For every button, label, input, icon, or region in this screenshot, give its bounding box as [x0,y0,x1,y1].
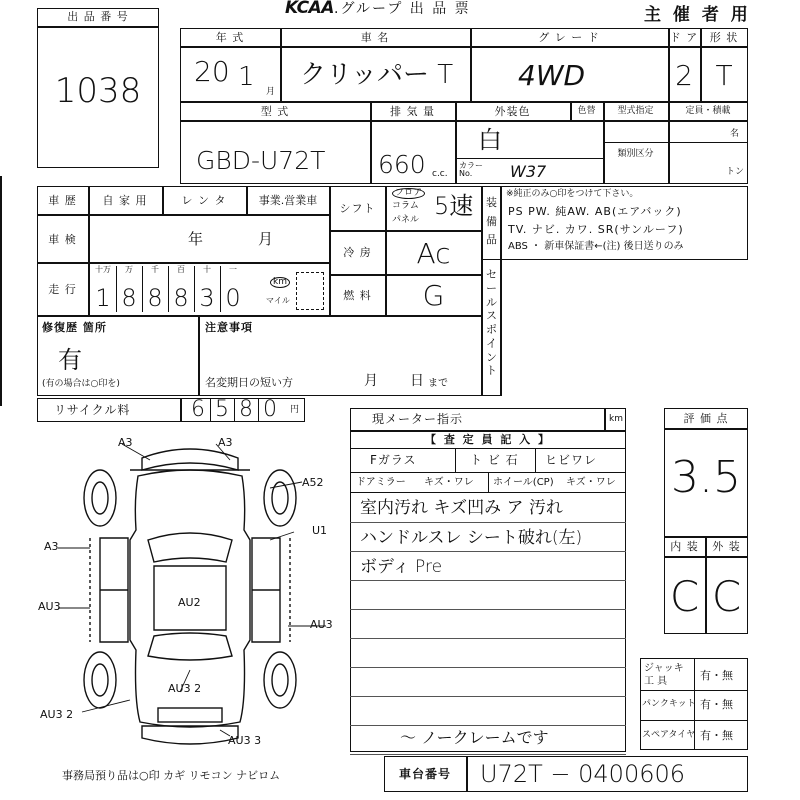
color-number-label: カラー No. [459,161,483,178]
door-mirror-kizu: キズ・ワレ [424,477,474,488]
ac-value: Ac [416,237,451,270]
diagram-mark-au3-right: AU3 [310,618,333,631]
grade-value: 4WD [518,59,586,92]
diagram-mark-a52: A52 [302,476,324,489]
door-label: ド ア [669,31,699,44]
wheel-kizu: キズ・ワレ [566,477,616,488]
mileage-blank-box [296,272,324,310]
vehicle-damage-diagram [30,430,350,770]
km-label: km [270,277,290,288]
mileage-digit: 8 [173,284,189,312]
meter-unit: km [609,414,623,424]
lot-number-label: 出 品 番 号 [67,10,129,23]
equipment-note: ※純正のみ○印をつけて下さい。 [506,189,639,199]
puncture-label: パンクキット [642,699,696,709]
wheel-label: ホイール(CP) [493,477,554,488]
mileage-digit-label: 十万 [95,265,111,274]
inspection-year-unit: 年 [188,230,204,248]
color-change-label: 色替 [577,106,596,116]
interior-label: 内 装 [670,540,699,553]
capacity-unit-tons: トン [726,167,745,177]
notes-month: 月 [364,373,378,389]
diagram-mark-au3-3: AU3 3 [228,734,262,747]
car-name-label: 車 名 [360,31,390,44]
grade-score-value: 3.5 [671,452,741,503]
mileage-digit-label: 千 [151,265,159,274]
history-label: 車 歴 [48,194,77,207]
door-value: 2 [675,59,693,92]
comment-line-1: 室内汚れ キズ凹み ア 汚れ [360,498,563,518]
door-mirror-label: ドアミラー [356,477,406,488]
interior-value: C [669,572,700,621]
chassis-value: U72T − 0400606 [480,760,686,788]
tobi-label: ト ビ 石 [470,453,519,467]
chassis-label: 車台番号 [398,767,451,781]
jack-label: ジャッキ 工 具 [644,663,684,687]
car-name-value: クリッパー T [300,60,454,90]
diagram-mark-au3-2-rear: AU3 2 [168,682,202,695]
category-label: 類別区分 [617,149,654,159]
year-value: 20 [194,55,230,88]
mileage-digit: 0 [225,284,241,312]
history-private[interactable]: 自 家 用 [102,194,148,207]
shape-value: T [715,59,733,92]
mileage-digit: 1 [95,284,111,312]
repair-note: (有の場合は○印を) [42,379,120,389]
recycle-unit: 円 [290,405,300,415]
header-role: 主 催 者 用 [644,5,751,25]
fuel-label: 燃 料 [343,289,372,302]
org-logo: KCAA [285,0,334,18]
diagram-mark-a3-front-left: A3 [118,436,133,449]
spare-value[interactable]: 有・無 [700,729,733,742]
recycle-digit: 0 [263,397,277,422]
ac-label: 冷 房 [343,246,372,259]
bottom-note: 事務局預り品は○印 カギ リモコン ナビロム [62,769,281,782]
left-edge-line [0,176,2,406]
sales-point-label: セールスポイント [486,268,498,378]
history-rental[interactable]: レ ン タ [181,194,227,207]
capacity-unit-persons: 名 [730,129,740,139]
comment-line-3: ボディ Pre [360,557,443,577]
displacement-unit: c.c. [432,169,448,179]
color-value: 白 [478,126,502,154]
year-label: 年 式 [215,31,245,44]
hibi-label: ヒビワレ [545,453,598,467]
month-unit: 月 [266,87,276,97]
exterior-label: 外 装 [712,540,741,553]
equipment-line2: TV. ナビ. カワ. SR(サンルーフ) [508,223,684,236]
shift-column[interactable]: コラム [392,201,419,211]
model-label: 型 式 [260,105,290,118]
history-business[interactable]: 事業.営業車 [258,194,318,207]
diagram-mark-au3-left: AU3 [38,600,61,613]
shift-panel[interactable]: パネル [392,215,420,225]
notes-label: 注意事項 [205,321,253,334]
shape-label: 形 状 [709,31,739,44]
mile-label: マイル [266,296,290,305]
recycle-digit: 6 [191,397,205,422]
mileage-digit-label: 一 [229,265,237,274]
header-title: .グループ 出 品 票 [334,1,471,17]
diagram-mark-a3-left: A3 [44,540,59,553]
inspection-month-unit: 月 [258,230,274,248]
diagram-mark-au3-2-left: AU3 2 [40,708,74,721]
inspector-title: 【 査 定 員 記 入 】 [425,433,551,446]
shift-floor[interactable]: フロア [392,188,425,199]
shift-value: 5速 [434,192,474,220]
puncture-value[interactable]: 有・無 [700,698,733,711]
repair-label: 修復歴 箇所 [42,321,107,334]
notes-until: まで [428,378,448,389]
type-spec-label: 型式指定 [617,106,654,116]
grade-score-label: 評 価 点 [683,412,729,425]
mileage-digit-label: 十 [203,265,211,274]
mileage-label: 走 行 [48,283,77,296]
comment-footer: 〜 ノークレームです [400,728,549,747]
mileage-digit: 8 [121,284,137,312]
displacement-label: 排 気 量 [390,105,435,118]
diagram-mark-u1: U1 [312,524,328,537]
recycle-label: リサイクル料 [54,403,131,417]
notes-day: 日 [410,373,424,389]
comment-line-2: ハンドルスレ シート破れ(左) [360,528,583,548]
model-value: GBD-U72T [196,146,326,175]
equipment-line3: ABS ・ 新車保証書←(注) 後日送りのみ [508,241,684,252]
color-number-value: W37 [510,162,547,181]
recycle-digit: 8 [239,397,253,422]
diagram-mark-a3-front-right: A3 [218,436,233,449]
mileage-digit: 8 [147,284,163,312]
fuel-value: G [422,279,445,312]
inspection-label: 車 検 [48,233,77,246]
recycle-digit: 5 [215,397,229,422]
jack-value[interactable]: 有・無 [700,669,733,682]
diagram-mark-au2-roof: AU2 [178,596,201,609]
equipment-line1: PS PW. 純AW. AB(エアバック) [508,205,682,218]
color-label: 外装色 [494,105,531,118]
lot-number: 1038 [54,71,142,111]
meter-label: 現メーター指示 [372,412,464,426]
displacement-value: 660 [378,150,426,179]
spare-label: スペアタイヤ [642,730,696,740]
mileage-digit-label: 百 [177,265,185,274]
repair-value: 有 [58,346,82,374]
grade-label: グ レ ー ド [538,31,600,44]
exterior-value: C [711,572,742,621]
shift-label: シフト [339,202,376,215]
name-change-label: 名変期日の短い方 [205,376,293,389]
fglass-label: Fガラス [370,453,417,467]
equipment-label: 装 備 品 [486,196,498,247]
capacity-label: 定員・積載 [685,106,731,116]
month-value: 1 [238,62,255,92]
mileage-digit: 3 [199,284,215,312]
mileage-digit-label: 万 [125,265,133,274]
